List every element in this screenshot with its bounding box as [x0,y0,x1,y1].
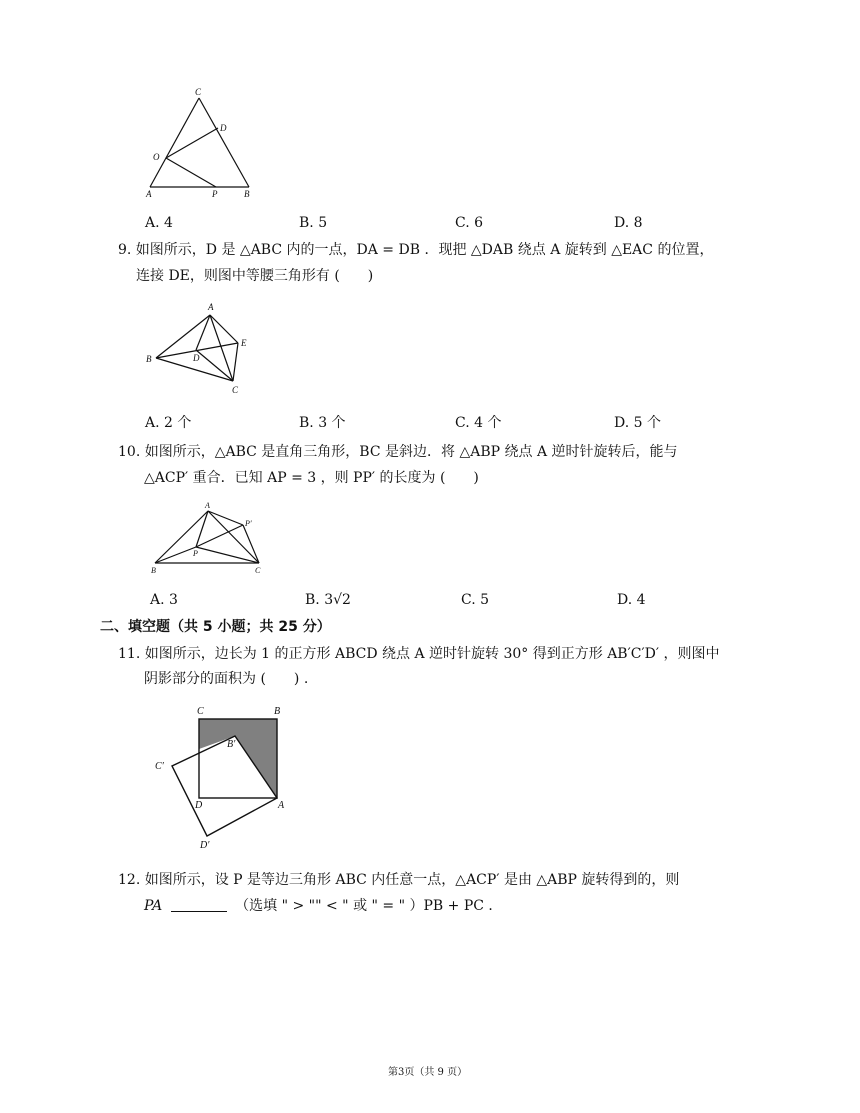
q9-option-d: D. 5 个 [614,415,661,431]
q10-option-a: A. 3 [150,592,178,608]
q8-option-b: B. 5 [299,215,328,231]
q9-label-b: B [146,354,152,364]
q8-figure [140,85,260,203]
q10-stem-line2: △ACP′ 重合．已知 AP = 3 ，则 PP′ 的长度为 ( ) [144,470,479,486]
page-footer: 第3页（共 9 页） [388,1067,468,1078]
q11-label-c: C [197,706,204,717]
q11-label-b2: B′ [227,739,236,750]
q10-stem-line1: 10. 如图所示，△ABC 是直角三角形，BC 是斜边．将 △ABP 绕点 A 逆时针旋转后，能与 [118,444,678,460]
q8-label-b: B [244,189,250,199]
q10-label-p2: P′ [245,519,252,528]
q12-stem-line2 [144,896,502,916]
q12-line2-rest: （选填 " > "" < " 或 " = " ）PB + PC ． [235,898,503,914]
q12-answer-blank[interactable] [171,897,227,912]
q11-label-d2: D′ [200,840,210,851]
q9-option-b: B. 3 个 [299,415,346,431]
q12-pa: PA [144,898,163,914]
q8-label-p: P [212,189,218,199]
q8-label-o: O [153,152,160,162]
q9-label-c: C [232,385,239,395]
q10-label-p: P [193,549,198,558]
q9-label-d: D [193,353,200,363]
q11-stem-line1: 11. 如图所示，边长为 1 的正方形 ABCD 绕点 A 逆时针旋转 30° 得到正方形 AB′C′D′ ，则图中 [118,646,720,662]
q12-stem-line1: 12. 如图所示，设 P 是等边三角形 ABC 内任意一点，△ACP′ 是由 △ABP 旋转得到的，则 [118,872,680,888]
q11-label-a: A [278,800,285,811]
q8-option-a: A. 4 [145,215,173,231]
q9-option-c: C. 4 个 [455,415,502,431]
q10-label-a: A [205,501,210,510]
q8-label-a: A [146,189,152,199]
q8-label-c: C [195,87,202,97]
q11-label-c2: C′ [155,761,164,772]
q10-option-b: B. 3√2 [305,592,351,608]
q9-stem-line1: 9. 如图所示，D 是 △ABC 内的一点，DA = DB ．现把 △DAB 绕点 A 旋转到 △EAC 的位置， [118,242,714,258]
q8-label-d: D [220,123,227,133]
q11-figure [150,702,295,852]
q9-option-a: A. 2 个 [145,415,192,431]
q9-label-a: A [208,302,214,312]
q11-stem-line2: 阴影部分的面积为 ( ) . [144,671,309,687]
q8-option-c: C. 6 [455,215,484,231]
section-heading: 二、填空题（共 5 小题；共 25 分） [100,619,331,635]
q10-label-c: C [255,566,261,575]
q10-label-b: B [151,566,156,575]
q9-label-e: E [241,338,247,348]
q10-option-d: D. 4 [617,592,646,608]
q9-figure [140,298,260,398]
q8-option-d: D. 8 [614,215,643,231]
q9-stem-line2: 连接 DE，则图中等腰三角形有 ( ) [136,268,374,284]
q11-label-d: D [195,800,203,811]
q10-option-c: C. 5 [461,592,490,608]
q10-figure [145,500,270,578]
q11-label-b: B [274,706,281,717]
